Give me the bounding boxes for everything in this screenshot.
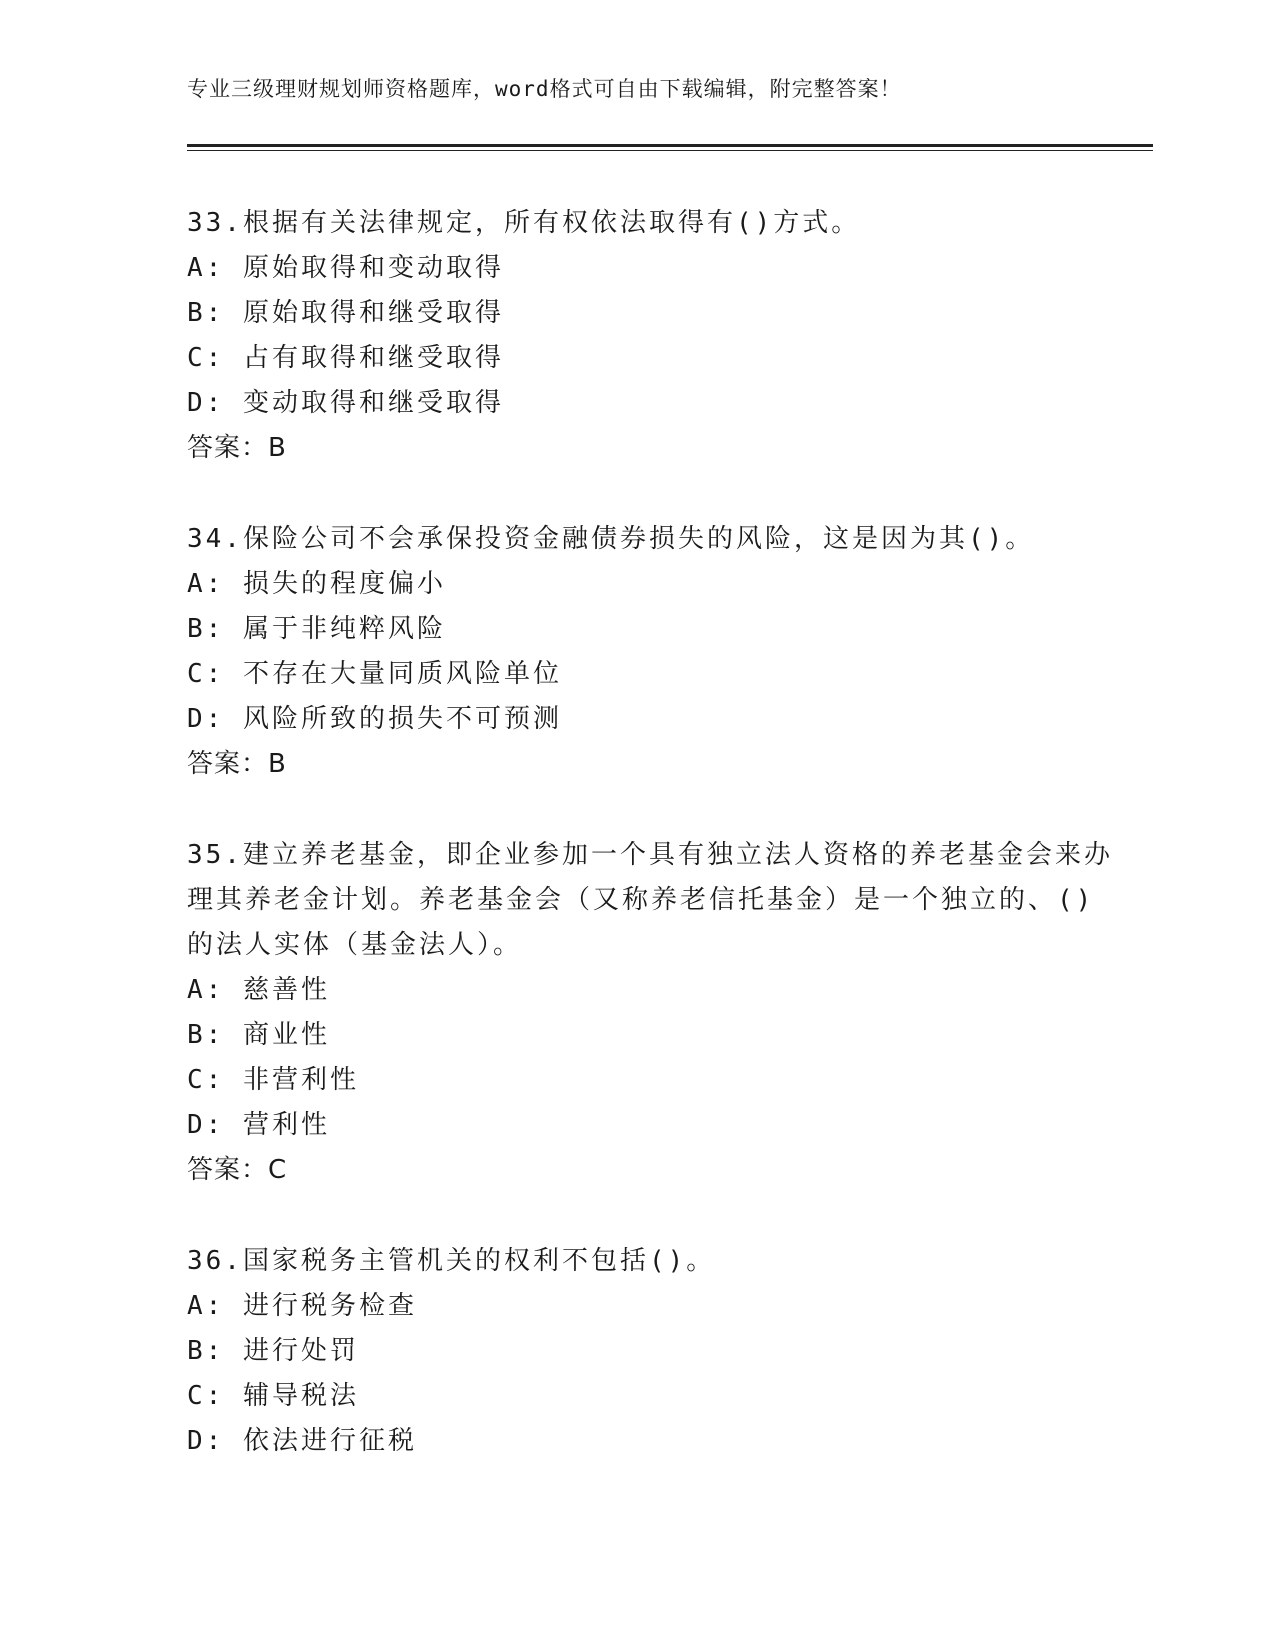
question-stem: 35.建立养老基金，即企业参加一个具有独立法人资格的养老基金会来办理其养老金计划。养老基金会（又称养老信托基金）是一个独立的、()的法人实体（基金法人）。 bbox=[187, 840, 1113, 960]
question-36 bbox=[187, 1239, 1117, 1464]
option-a: A: 慈善性 bbox=[187, 975, 330, 1005]
option-c: C: 占有取得和继受取得 bbox=[187, 343, 504, 373]
page-header: 专业三级理财规划师资格题库，word格式可自由下载编辑，附完整答案！ bbox=[187, 77, 902, 101]
question-34 bbox=[187, 517, 1117, 787]
option-c: C: 非营利性 bbox=[187, 1065, 359, 1095]
option-a: A: 原始取得和变动取得 bbox=[187, 253, 504, 283]
question-35 bbox=[187, 833, 1117, 1193]
answer: 答案：B bbox=[187, 749, 287, 779]
option-b: B: 进行处罚 bbox=[187, 1336, 359, 1366]
option-d: D: 风险所致的损失不可预测 bbox=[187, 704, 562, 734]
question-33 bbox=[187, 201, 1117, 471]
answer: 答案：C bbox=[187, 1155, 288, 1185]
question-stem: 36.国家税务主管机关的权利不包括()。 bbox=[187, 1246, 716, 1276]
option-b: B: 商业性 bbox=[187, 1020, 330, 1050]
option-c: C: 辅导税法 bbox=[187, 1381, 359, 1411]
option-d: D: 变动取得和继受取得 bbox=[187, 388, 504, 418]
header-divider-thin bbox=[187, 150, 1153, 151]
option-b: B: 属于非纯粹风险 bbox=[187, 614, 446, 644]
option-b: B: 原始取得和继受取得 bbox=[187, 298, 504, 328]
question-stem: 33.根据有关法律规定，所有权依法取得有()方式。 bbox=[187, 208, 861, 238]
option-a: A: 进行税务检查 bbox=[187, 1291, 417, 1321]
option-c: C: 不存在大量同质风险单位 bbox=[187, 659, 562, 689]
question-stem: 34.保险公司不会承保投资金融债券损失的风险，这是因为其()。 bbox=[187, 524, 1035, 554]
header-divider-thick bbox=[187, 144, 1153, 147]
answer: 答案：B bbox=[187, 433, 287, 463]
question-list bbox=[187, 201, 1117, 1510]
option-d: D: 依法进行征税 bbox=[187, 1426, 417, 1456]
option-d: D: 营利性 bbox=[187, 1110, 330, 1140]
option-a: A: 损失的程度偏小 bbox=[187, 569, 446, 599]
